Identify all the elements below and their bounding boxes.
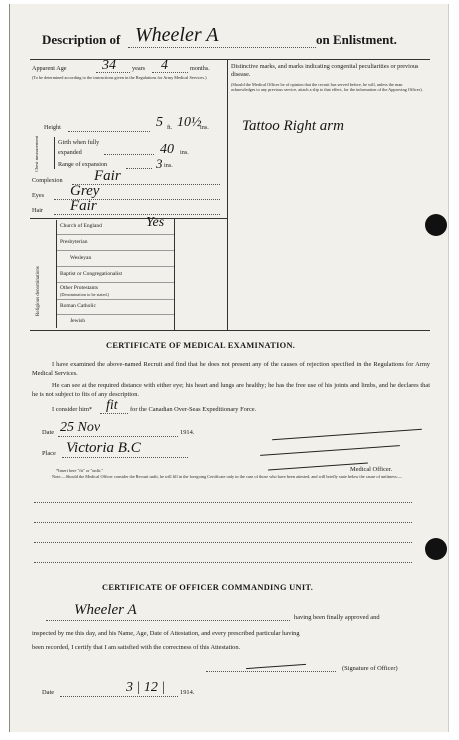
chest-bracket: [54, 137, 55, 169]
other-protestants-note: (Denomination to be stated.): [60, 292, 110, 297]
officer-cert-title: CERTIFICATE OF OFFICER COMMANDING UNIT.: [102, 583, 314, 592]
religion-jewish: Jewish: [70, 318, 85, 324]
religion-value-col: [174, 219, 175, 330]
religion-other-protestants: Other Protestants: [60, 285, 99, 291]
column-divider: [227, 59, 228, 330]
complexion-value: Fair: [94, 168, 121, 184]
age-years-line: [96, 72, 130, 73]
religion-row-line: [57, 250, 174, 251]
consider-suffix: for the Canadian Over-Seas Expeditionary Force.: [130, 406, 257, 413]
religion-mark: Yes: [146, 215, 165, 230]
religion-presbyterian: Presbyterian: [60, 239, 88, 245]
height-inches: 10½: [177, 115, 202, 130]
consider-line: [100, 413, 128, 414]
medical-date-year: 1914.: [180, 429, 195, 436]
months-label: months.: [190, 65, 210, 72]
expansion-value: 3: [156, 156, 163, 171]
religion-church-of-england: Church of England: [60, 223, 102, 229]
expansion-label: Range of expansion: [58, 161, 108, 168]
medical-date-line: [58, 436, 178, 437]
unfit-line-2: [34, 522, 412, 523]
age-years: 34: [102, 58, 116, 73]
officer-date-year: 1914.: [180, 689, 195, 696]
medical-paragraph-2: He can see at the required distance with either eye; his heart and lungs are healthy; he has the free use of his joints and limbs, and he declares that he is not subject to fits of any description.: [32, 382, 430, 398]
punch-hole-bottom: [425, 538, 447, 560]
title-dotted-line: [128, 47, 316, 48]
signature-label: (Signature of Officer): [342, 665, 398, 672]
medical-signature-1: [272, 429, 422, 440]
expansion-ins: ins.: [164, 162, 173, 169]
title-prefix: Description of: [42, 32, 121, 47]
section-bottom-rule: [30, 330, 430, 331]
medical-date-value: 25 Nov: [60, 420, 101, 435]
officer-paragraph-2: inspected by me this day, and his Name, Age, Date of Attestation, and every prescribed particular having: [32, 630, 300, 637]
age-note: (To be determined according to the instructions given in the Regulations for Army Medical Services.): [32, 75, 207, 80]
ins-label: ins.: [200, 124, 209, 131]
unfit-note: Note.—Should the Medical Officer consider the Recruit unfit, he will fill in the foregoing Certificate only in the case of those who have been attested, and will briefly state below the cause of unfitness:—: [52, 474, 403, 479]
age-months: 4: [161, 58, 168, 73]
religion-baptist: Baptist or Congregationalist: [60, 271, 123, 277]
height-line: [68, 131, 150, 132]
height-label: Height: [44, 124, 61, 131]
medical-date-label: Date: [42, 429, 55, 436]
religion-bracket: [56, 220, 57, 328]
expansion-line: [126, 168, 152, 169]
medical-signature-2: [260, 445, 400, 456]
religion-wesleyan: Wesleyan: [70, 255, 92, 261]
medical-officer-label: Medical Officer.: [350, 466, 393, 473]
religion-row-line: [57, 314, 174, 315]
religion-row-line: [57, 234, 174, 235]
officer-date-line: [60, 696, 178, 697]
consider-value: fit: [106, 398, 118, 413]
place-label: Place: [42, 450, 56, 457]
chest-label: Chest measurement: [34, 135, 39, 172]
unfit-line-4: [34, 562, 412, 563]
hair-value: Fair: [70, 198, 97, 214]
complexion-label: Complexion: [32, 177, 63, 184]
hair-label: Hair: [32, 207, 43, 214]
girth-ins: ins.: [180, 149, 189, 156]
officer-signature-line: [206, 671, 336, 672]
medical-cert-title: CERTIFICATE OF MEDICAL EXAMINATION.: [106, 341, 296, 350]
attestation-page: [9, 4, 449, 732]
age-months-line: [152, 72, 188, 73]
girth-label: Girth when fully expanded: [58, 139, 100, 156]
officer-paragraph-end-1: having been finally approved and: [294, 614, 380, 621]
hair-line: [54, 214, 220, 215]
height-feet: 5: [156, 115, 163, 130]
officer-name-line: [46, 620, 290, 621]
title-suffix: on Enlistment.: [316, 32, 397, 47]
distinctive-marks-value: Tattoo Right arm: [242, 118, 344, 134]
medical-paragraph-1: I have examined the above-named Recruit and find that he does not present any of the causes of rejection specified in the Regulations for Army Medical Services.: [32, 361, 430, 377]
distinctive-header: Distinctive marks, and marks indicating congenital peculiarities or previous disease.: [231, 63, 419, 78]
unfit-line-1: [34, 502, 412, 503]
religion-row-line: [57, 266, 174, 267]
unfit-line-3: [34, 542, 412, 543]
years-label: years: [132, 65, 146, 72]
top-rule: [30, 59, 430, 60]
girth-value: 40: [160, 142, 174, 157]
religion-row-line: [57, 282, 174, 283]
religion-row-line: [57, 299, 174, 300]
recruit-name: Wheeler A: [135, 24, 219, 46]
eyes-value: Grey: [70, 183, 100, 199]
officer-date-value: 3 | 12 |: [126, 680, 166, 695]
officer-signature: [246, 664, 306, 669]
apparent-age-label: Apparent Age: [32, 65, 67, 72]
distinctive-note: (Should the Medical Officer be of opinion that the recruit has served before, he will, unless the man acknowledges to any previous service, attach a slip to that effect, for the information of the Approving Officer).: [231, 82, 423, 93]
religion-box-top: [30, 218, 227, 219]
eyes-label: Eyes: [32, 192, 45, 199]
religion-roman-catholic: Roman Catholic: [60, 303, 96, 309]
consider-prefix: I consider him*: [52, 406, 93, 413]
place-line: [62, 457, 188, 458]
officer-paragraph-3: been recorded, I certify that I am satisfied with the correctness of this Attestation.: [32, 644, 241, 651]
officer-date-label: Date: [42, 689, 55, 696]
officer-recruit-name: Wheeler A: [74, 602, 137, 618]
ft-label: ft.: [167, 124, 173, 131]
place-value: Victoria B.C: [66, 440, 141, 456]
punch-hole-top: [425, 214, 447, 236]
form-title: [42, 32, 120, 48]
religion-label: Religious denominations: [36, 266, 41, 316]
girth-line: [104, 154, 154, 155]
insert-note: *Insert here "fit" or "unfit.": [56, 468, 104, 473]
